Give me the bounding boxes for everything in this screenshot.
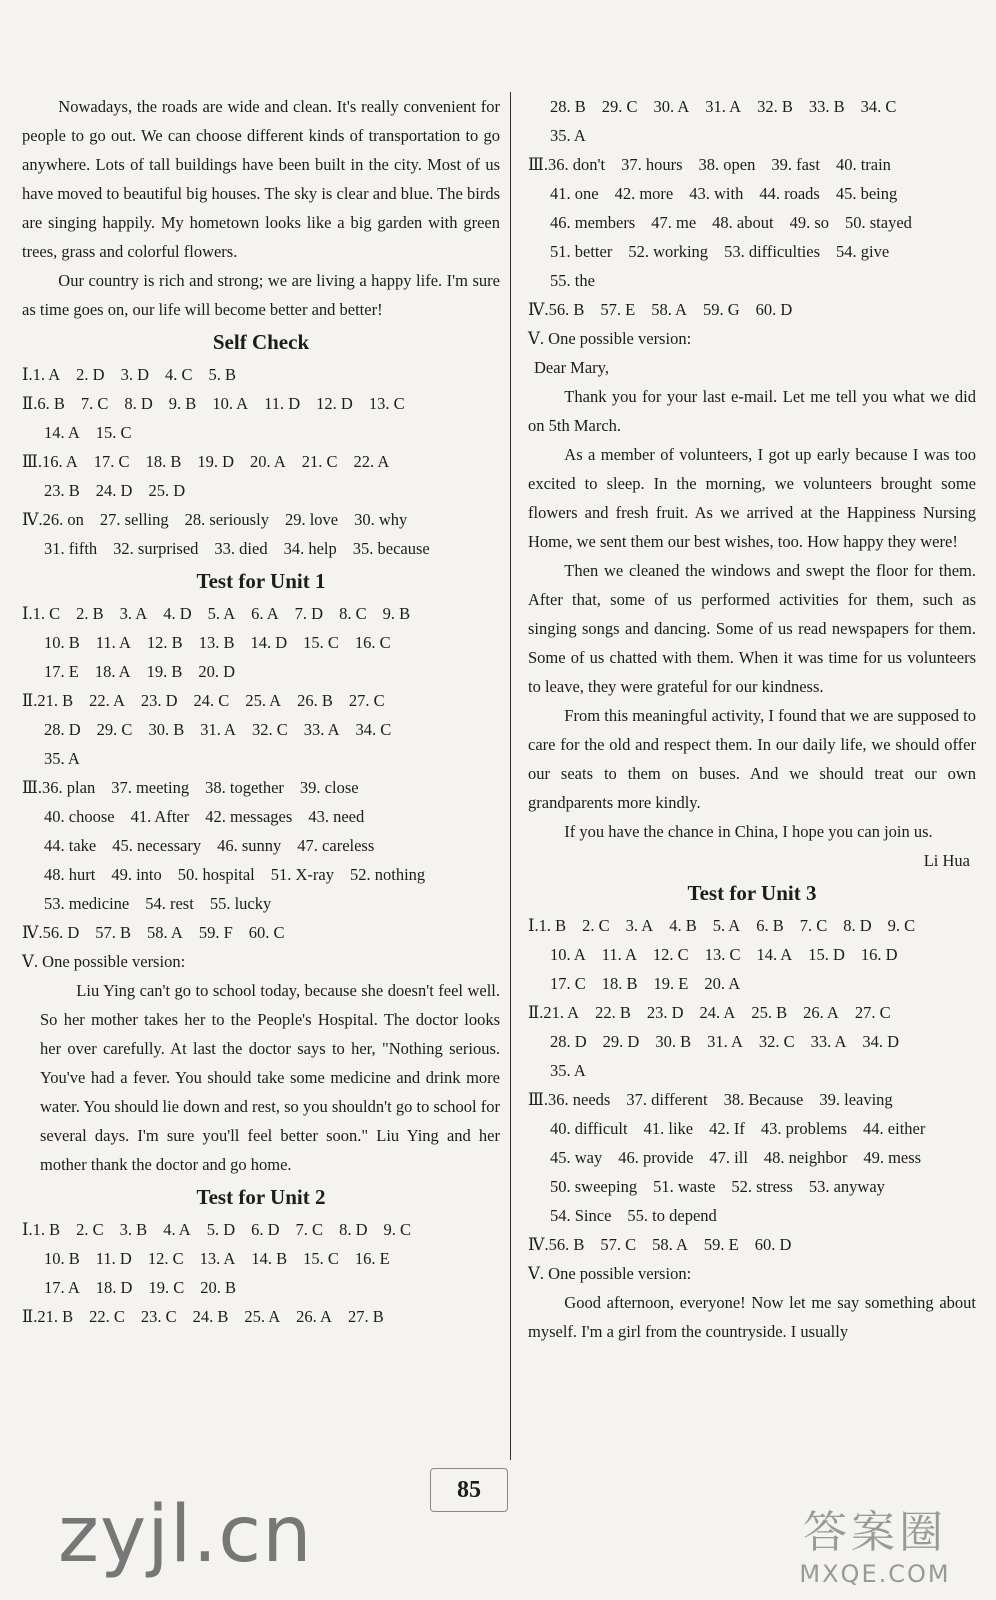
answer-row [22, 889, 500, 918]
answer-item: 25. D [148, 481, 186, 500]
answer-item: 2. C [76, 1220, 104, 1239]
answer-item: 57. B [95, 923, 132, 942]
letter-signature: Li Hua [923, 851, 970, 870]
answer-item: 16. C [354, 633, 391, 652]
answer-item: 41. like [643, 1119, 694, 1138]
answer-row [528, 150, 976, 179]
answer-item: 16. E [354, 1249, 390, 1268]
answer-item: Ⅰ.1. B [22, 1220, 61, 1239]
answer-item: Ⅰ.1. C [22, 604, 61, 623]
answer-item: 54. Since [550, 1206, 612, 1225]
answer-item: 13. B [198, 633, 235, 652]
answer-item: Ⅳ.56. B [528, 1235, 585, 1254]
answer-block-test-unit-2-continued [528, 92, 976, 324]
answer-row [22, 744, 500, 773]
answer-item: 3. A [119, 604, 148, 623]
answer-item: 28. D [44, 720, 81, 739]
answer-item: 50. sweeping [550, 1177, 638, 1196]
answer-item: 52. stress [731, 1177, 793, 1196]
answer-item: 60. C [248, 923, 285, 942]
letter-greeting: Dear Mary, [534, 358, 609, 377]
answer-item: 34. help [283, 539, 337, 558]
answer-item: 43. with [689, 184, 744, 203]
letter-paragraph: Thank you for your last e-mail. Let me tell you what we did on 5th March. [528, 387, 976, 435]
answer-item: 39. close [299, 778, 359, 797]
answer-item: 26. B [297, 691, 333, 710]
answer-row [528, 1114, 976, 1143]
answer-item: 43. need [308, 807, 365, 826]
answer-item: 28. B [550, 97, 586, 116]
answer-item: 26. A [296, 1307, 332, 1326]
answer-item: 9. C [383, 1220, 411, 1239]
answer-item: Ⅲ.36. needs [528, 1090, 611, 1109]
answer-item: Ⅰ.1. B [528, 916, 567, 935]
answer-item: 53. anyway [808, 1177, 885, 1196]
answer-item: 17. C [550, 974, 586, 993]
answer-row [528, 179, 976, 208]
answer-item: 29. C [601, 97, 638, 116]
answer-row [22, 686, 500, 715]
answer-item: 20. D [198, 662, 236, 681]
answer-item: 8. D [843, 916, 872, 935]
answer-item: 48. about [712, 213, 774, 232]
answer-item: 13. C [368, 394, 405, 413]
answer-item: 11. A [601, 945, 637, 964]
answer-item: 26. A [803, 1003, 839, 1022]
answer-item: 11. D [95, 1249, 132, 1268]
answer-item: Ⅳ.56. D [22, 923, 80, 942]
answer-item: 30. B [148, 720, 185, 739]
answer-item: 35. A [550, 126, 586, 145]
answer-item: 13. A [199, 1249, 236, 1268]
answer-item: 10. A [550, 945, 586, 964]
answer-item: 40. train [835, 155, 891, 174]
answer-item: 49. into [111, 865, 162, 884]
answer-item: 27. B [347, 1307, 384, 1326]
answer-item: 51. X-ray [270, 865, 334, 884]
answer-item: 7. C [80, 394, 109, 413]
section-title-test-unit-3: Test for Unit 3 [687, 881, 817, 905]
watermark-logo-right [770, 1505, 980, 1593]
answer-item: 23. D [140, 691, 178, 710]
answer-item: 39. leaving [819, 1090, 893, 1109]
answer-row [528, 940, 976, 969]
right-column [528, 92, 976, 1346]
answer-item: 60. D [755, 300, 793, 319]
answer-item: Ⅲ.16. A [22, 452, 78, 471]
answer-item: Ⅱ.21. B [22, 691, 74, 710]
answer-block-test-unit-1 [22, 599, 500, 947]
writing-sample: Good afternoon, everyone! Now let me say something about myself. I'm a girl from the countryside. I usually [528, 1293, 976, 1341]
answer-item: 48. neighbor [763, 1148, 848, 1167]
answer-block-test-unit-2 [22, 1215, 500, 1331]
watermark-url: MXQE.COM [799, 1560, 951, 1588]
answer-row [22, 628, 500, 657]
answer-row [528, 1230, 976, 1259]
answer-item: 24. D [95, 481, 133, 500]
answer-item: 32. C [758, 1032, 795, 1051]
answer-row [22, 599, 500, 628]
answer-item: 15. C [95, 423, 132, 442]
answer-item: Ⅲ.36. plan [22, 778, 96, 797]
answer-item: 38. together [205, 778, 284, 797]
answer-row [22, 657, 500, 686]
answer-item: 39. fast [771, 155, 820, 174]
answer-item: 45. necessary [112, 836, 202, 855]
section-title-self-check: Self Check [212, 330, 310, 354]
answer-item: 59. E [703, 1235, 739, 1254]
answer-item: 15. D [808, 945, 845, 964]
answer-item: 7. C [799, 916, 828, 935]
answer-item: 34. D [862, 1032, 900, 1051]
answer-item: 14. B [251, 1249, 288, 1268]
answer-item: 8. D [339, 1220, 368, 1239]
answer-item: 11. D [264, 394, 301, 413]
page-number: 85 [430, 1468, 508, 1512]
answer-item: 23. D [646, 1003, 684, 1022]
answer-item: 13. C [704, 945, 741, 964]
answer-item: 19. C [148, 1278, 185, 1297]
answer-item: 31. A [707, 1032, 743, 1051]
answer-item: 4. C [165, 365, 193, 384]
answer-item: 17. E [44, 662, 79, 681]
answer-item: 5. A [712, 916, 741, 935]
answer-item: 40. choose [44, 807, 115, 826]
answer-item: 12. D [316, 394, 353, 413]
essay-paragraph: Our country is rich and strong; we are living a happy life. I'm sure as time goes on, our life will become better and better! [22, 271, 500, 319]
answer-item: 47. ill [709, 1148, 748, 1167]
answer-item: 21. C [301, 452, 338, 471]
answer-item: 38. open [698, 155, 756, 174]
answer-item: 49. mess [863, 1148, 922, 1167]
answer-item: 10. A [212, 394, 249, 413]
answer-row [22, 773, 500, 802]
left-column [22, 92, 500, 1331]
answer-item: 35. A [550, 1061, 586, 1080]
answer-row [22, 360, 500, 389]
answer-row [22, 418, 500, 447]
answer-item: 47. careless [297, 836, 375, 855]
answer-item: 25. A [244, 1307, 281, 1326]
answer-item: 50. stayed [845, 213, 912, 232]
answer-row [22, 389, 500, 418]
answer-item: 34. C [860, 97, 897, 116]
answer-item: 30. A [653, 97, 690, 116]
answer-item: 45. way [550, 1148, 603, 1167]
answer-item: 4. A [163, 1220, 191, 1239]
answer-item: 27. C [854, 1003, 891, 1022]
answer-item: 46. sunny [217, 836, 282, 855]
answer-item: 44. either [863, 1119, 926, 1138]
answer-item: 30. B [655, 1032, 692, 1051]
answer-item: 10. B [44, 1249, 80, 1268]
answer-item: 31. A [705, 97, 742, 116]
answer-row [22, 505, 500, 534]
watermark-text: 答案圈 [803, 1507, 947, 1558]
answer-item: Ⅳ.26. on [22, 510, 84, 529]
answer-item: 38. Because [723, 1090, 804, 1109]
answer-item: 3. D [120, 365, 149, 384]
answer-block-test-unit-3 [528, 911, 976, 1259]
answer-item: 43. problems [760, 1119, 848, 1138]
answer-item: 12. C [147, 1249, 184, 1268]
answer-row [528, 911, 976, 940]
answer-item: 6. B [756, 916, 784, 935]
answer-item: 25. B [751, 1003, 788, 1022]
answer-item: 9. C [887, 916, 916, 935]
answer-item: 37. hours [621, 155, 683, 174]
answer-item: 51. waste [653, 1177, 716, 1196]
answer-item: 17. A [44, 1278, 80, 1297]
answer-item: 54. give [836, 242, 890, 261]
answer-item: 52. working [628, 242, 709, 261]
answer-item: 15. C [303, 1249, 339, 1268]
answer-item: 14. A [756, 945, 793, 964]
answer-item: 19. E [653, 974, 689, 993]
answer-item: 55. lucky [209, 894, 272, 913]
answer-item: 34. C [355, 720, 392, 739]
answer-item: 53. difficulties [724, 242, 820, 261]
answer-item: 37. different [626, 1090, 708, 1109]
answer-item: 59. F [198, 923, 233, 942]
answer-item: 9. B [168, 394, 197, 413]
answer-item: 47. me [651, 213, 697, 232]
writing-label: Ⅴ. One possible version: [528, 329, 692, 348]
answer-item: 5. A [207, 604, 236, 623]
answer-item: 11. A [95, 633, 131, 652]
answer-item: 59. G [702, 300, 740, 319]
writing-label: Ⅴ. One possible version: [22, 952, 186, 971]
answer-item: 23. C [140, 1307, 177, 1326]
answer-row [528, 92, 976, 121]
answer-item: 33. died [214, 539, 268, 558]
answer-item: 57. E [600, 300, 636, 319]
answer-item: 33. B [808, 97, 845, 116]
answer-item: 4. B [669, 916, 697, 935]
section-title-test-unit-1: Test for Unit 1 [196, 569, 326, 593]
answer-item: 31. A [200, 720, 236, 739]
answer-item: 18. A [94, 662, 131, 681]
answer-item: 5. B [208, 365, 237, 384]
answer-item: 42. messages [205, 807, 293, 826]
answer-item: 19. B [146, 662, 183, 681]
answer-item: Ⅱ.6. B [22, 394, 65, 413]
answer-item: 44. take [44, 836, 97, 855]
answer-row [528, 1027, 976, 1056]
answer-row [22, 831, 500, 860]
answer-item: 22. B [595, 1003, 631, 1022]
section-title-test-unit-2: Test for Unit 2 [196, 1185, 326, 1209]
answer-item: 24. A [699, 1003, 736, 1022]
answer-item: 49. so [789, 213, 829, 232]
answer-item: 45. being [835, 184, 898, 203]
answer-item: 16. D [860, 945, 898, 964]
answer-item: 54. rest [145, 894, 194, 913]
answer-item: 20. A [250, 452, 286, 471]
answer-item: 15. C [303, 633, 339, 652]
answer-item: 46. provide [618, 1148, 694, 1167]
answer-item: 58. A [147, 923, 183, 942]
answer-item: 33. A [303, 720, 340, 739]
answer-item: 57. C [600, 1235, 637, 1254]
answer-item: 12. C [652, 945, 689, 964]
answer-item: 27. C [348, 691, 385, 710]
answer-row [528, 1085, 976, 1114]
answer-item: 22. C [89, 1307, 125, 1326]
answer-item: 42. more [614, 184, 674, 203]
answer-item: 3. B [119, 1220, 148, 1239]
essay-paragraph: Nowadays, the roads are wide and clean. It's really convenient for people to go out. We can choose different kinds of transportation to go anywhere. Lots of tall buildings have been built in the city. Most of us have moved to beautiful big houses. The sky is clear and blue. The birds are singing happily. My hometown looks like a big garden with green trees, grass and colorful flowers. [22, 97, 500, 261]
answer-item: 33. A [810, 1032, 847, 1051]
answer-item: 55. to depend [627, 1206, 717, 1225]
answer-item: 8. D [124, 394, 153, 413]
answer-item: 30. why [354, 510, 408, 529]
answer-item: 55. the [550, 271, 595, 290]
answer-item: 17. C [93, 452, 130, 471]
answer-item: 35. because [352, 539, 430, 558]
answer-block-self-check [22, 360, 500, 563]
answer-row [528, 266, 976, 295]
answer-row [528, 1056, 976, 1085]
answer-item: 2. C [582, 916, 610, 935]
answer-item: 20. A [704, 974, 741, 993]
answer-row [22, 534, 500, 563]
letter-paragraph: Then we cleaned the windows and swept the floor for them. After that, some of us performed activities for them, such as singing songs and dancing. Some of us read newspapers for them. Some of us chatted with them. When it was time for us volunteers to leave, they were grateful for our kindness. [528, 561, 976, 696]
answer-item: 7. C [295, 1220, 324, 1239]
answer-row [528, 1172, 976, 1201]
answer-item: 60. D [754, 1235, 792, 1254]
answer-item: 6. D [251, 1220, 280, 1239]
answer-item: 5. D [206, 1220, 236, 1239]
answer-item: 24. C [193, 691, 230, 710]
answer-row [22, 802, 500, 831]
answer-item: 58. A [651, 300, 687, 319]
answer-item: 12. B [146, 633, 183, 652]
answer-item: 42. If [709, 1119, 745, 1138]
answer-row [22, 1215, 500, 1244]
answer-row [22, 1302, 500, 1331]
answer-item: 20. B [200, 1278, 236, 1297]
answer-row [22, 715, 500, 744]
answer-item: 50. hospital [177, 865, 255, 884]
answer-item: 10. B [44, 633, 80, 652]
answer-item: 24. B [192, 1307, 229, 1326]
answer-item: Ⅳ.56. B [528, 300, 585, 319]
answer-item: Ⅱ.21. A [528, 1003, 580, 1022]
answer-item: 32. B [757, 97, 793, 116]
answer-row [22, 860, 500, 889]
answer-item: 37. meeting [111, 778, 190, 797]
answer-item: 35. A [44, 749, 80, 768]
answer-item: 46. members [550, 213, 636, 232]
column-divider [510, 92, 511, 1460]
answer-item: 9. B [382, 604, 411, 623]
answer-item: 14. D [250, 633, 288, 652]
answer-item: 32. C [251, 720, 288, 739]
answer-item: Ⅰ.1. A [22, 365, 61, 384]
answer-item: 22. A [353, 452, 390, 471]
answer-item: 48. hurt [44, 865, 96, 884]
writing-label: Ⅴ. One possible version: [528, 1264, 692, 1283]
letter-paragraph: From this meaningful activity, I found that we are supposed to care for the old and respect them. In our daily life, we should offer our seats to them on buses. And we should treat our own grandparents more kindly. [528, 706, 976, 812]
answer-item: 31. fifth [44, 539, 98, 558]
answer-row [528, 295, 976, 324]
answer-item: 41. one [550, 184, 599, 203]
answer-item: 6. A [251, 604, 279, 623]
answer-row [528, 969, 976, 998]
answer-row [22, 1244, 500, 1273]
answer-row [528, 1201, 976, 1230]
answer-item: 18. D [95, 1278, 133, 1297]
answer-item: Ⅱ.21. B [22, 1307, 74, 1326]
answer-item: 18. B [601, 974, 638, 993]
answer-row [528, 1143, 976, 1172]
letter-paragraph: As a member of volunteers, I got up early because I was too excited to sleep. In the morning, we volunteers brought some flowers and fresh fruit. As we arrived at the Happiness Nursing Home, we sent them our best wishes, too. How happy they were! [528, 445, 976, 551]
answer-row [528, 208, 976, 237]
answer-item: 2. D [76, 365, 105, 384]
answer-item: 7. D [294, 604, 324, 623]
answer-item: 28. seriously [184, 510, 269, 529]
answer-row [22, 476, 500, 505]
answer-item: 25. A [245, 691, 282, 710]
answer-item: 19. D [197, 452, 234, 471]
answer-item: 8. C [339, 604, 367, 623]
answer-item: 18. B [145, 452, 182, 471]
answer-item: 58. A [652, 1235, 688, 1254]
writing-sample: Liu Ying can't go to school today, because she doesn't feel well. So her mother takes her to the People's Hospital. The doctor looks her over carefully. At last the doctor says to her, "Nothing serious. You've had a fever. You should take some medicine and drink more water. You should lie down and rest, so you shouldn't go to school for several days. I'm sure you'll feel better soon." Liu Ying and her mother thank the doctor and go home. [40, 981, 500, 1174]
answer-row [528, 998, 976, 1027]
answer-item: 41. After [130, 807, 190, 826]
answer-item: 28. D [550, 1032, 587, 1051]
answer-item: 3. A [625, 916, 654, 935]
answer-item: 4. D [163, 604, 192, 623]
answer-item: 29. D [602, 1032, 640, 1051]
answer-row [22, 1273, 500, 1302]
answer-item: 29. C [96, 720, 133, 739]
letter-paragraph: If you have the chance in China, I hope you can join us. [564, 822, 933, 841]
answer-item: 29. love [284, 510, 339, 529]
answer-item: 27. selling [99, 510, 169, 529]
answer-item: 32. surprised [113, 539, 199, 558]
answer-item: 40. difficult [550, 1119, 628, 1138]
answer-item: 51. better [550, 242, 613, 261]
answer-item: Ⅲ.36. don't [528, 155, 606, 174]
answer-item: 52. nothing [350, 865, 426, 884]
answer-row [22, 447, 500, 476]
answer-item: 22. A [89, 691, 125, 710]
watermark-logo-left: zyjl.cn [58, 1490, 313, 1580]
answer-item: 14. A [44, 423, 80, 442]
answer-item: 44. roads [759, 184, 820, 203]
answer-item: 23. B [44, 481, 80, 500]
answer-row [22, 918, 500, 947]
answer-row [528, 121, 976, 150]
answer-row [528, 237, 976, 266]
answer-item: 2. B [76, 604, 104, 623]
answer-item: 53. medicine [44, 894, 130, 913]
